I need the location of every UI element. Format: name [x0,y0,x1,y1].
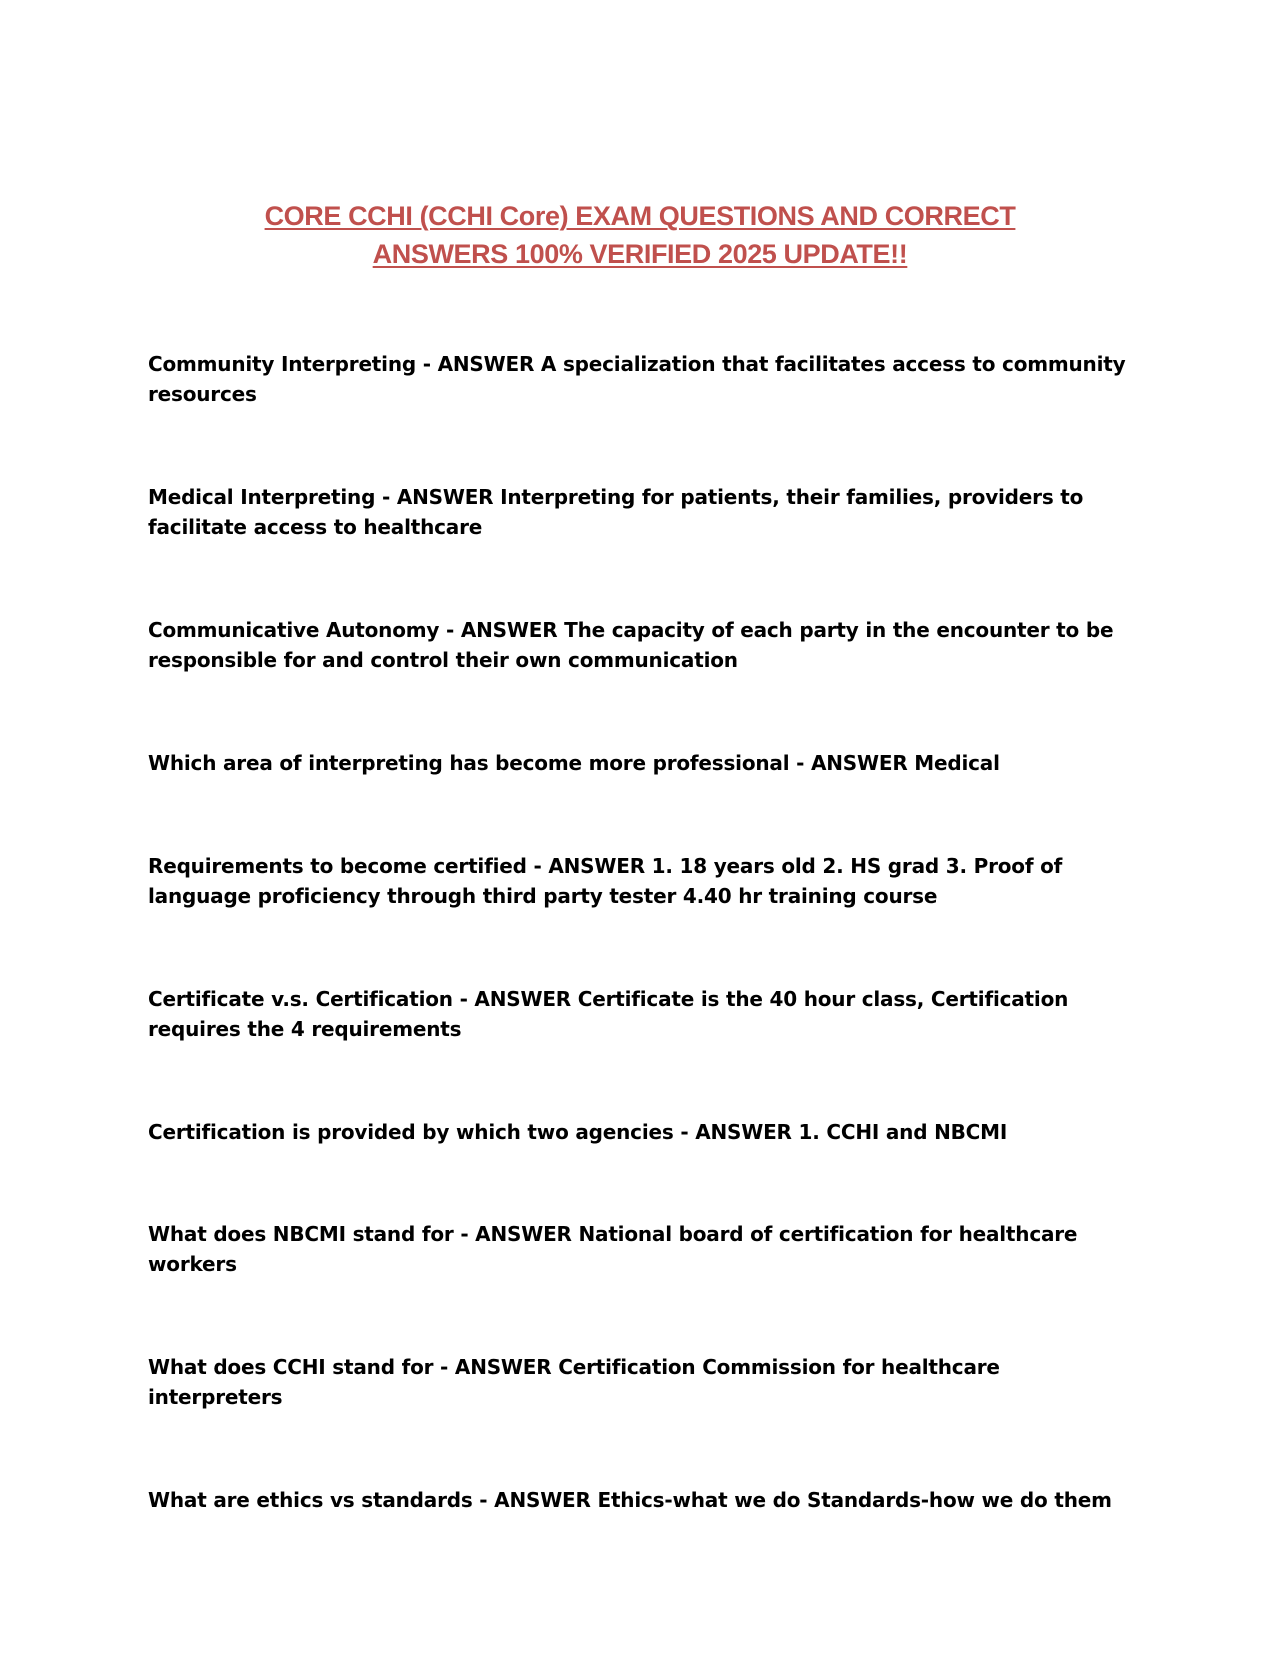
qa-entry-nbcmi-definition: What does NBCMI stand for - ANSWER National board of certification for healthcare workers [148,1222,1078,1276]
qa-entry-communicative-autonomy: Communicative Autonomy - ANSWER The capacity of each party in the encounter to be responsible for and control their own communication [148,618,1114,672]
qa-entry-certification-requirements: Requirements to become certified - ANSWER 1. 18 years old 2. HS grad 3. Proof of language proficiency through third party tester 4.40 hr training course [148,854,1063,908]
qa-entry-medical-interpreting: Medical Interpreting - ANSWER Interpreting for patients, their families, providers to facilitate access to healthcare [148,485,1084,539]
document-title [140,197,1140,273]
title-line-1: CORE CCHI (CCHI Core) EXAM QUESTIONS AND CORRECT [264,201,1016,231]
qa-entry-professional-area: Which area of interpreting has become more professional - ANSWER Medical [148,751,1000,775]
qa-entry-cchi-definition: What does CCHI stand for - ANSWER Certification Commission for healthcare interpreters [148,1355,1000,1409]
qa-entry-certificate-vs-certification: Certificate v.s. Certification - ANSWER Certificate is the 40 hour class, Certification requires the 4 requirements [148,987,1069,1041]
title-line-2: ANSWERS 100% VERIFIED 2025 UPDATE!! [372,239,908,269]
qa-entry-ethics-vs-standards: What are ethics vs standards - ANSWER Ethics-what we do Standards-how we do them [148,1488,1112,1512]
qa-entry-community-interpreting: Community Interpreting - ANSWER A specialization that facilitates access to community resources [148,352,1126,406]
qa-entry-certifying-agencies: Certification is provided by which two agencies - ANSWER 1. CCHI and NBCMI [148,1120,1008,1144]
